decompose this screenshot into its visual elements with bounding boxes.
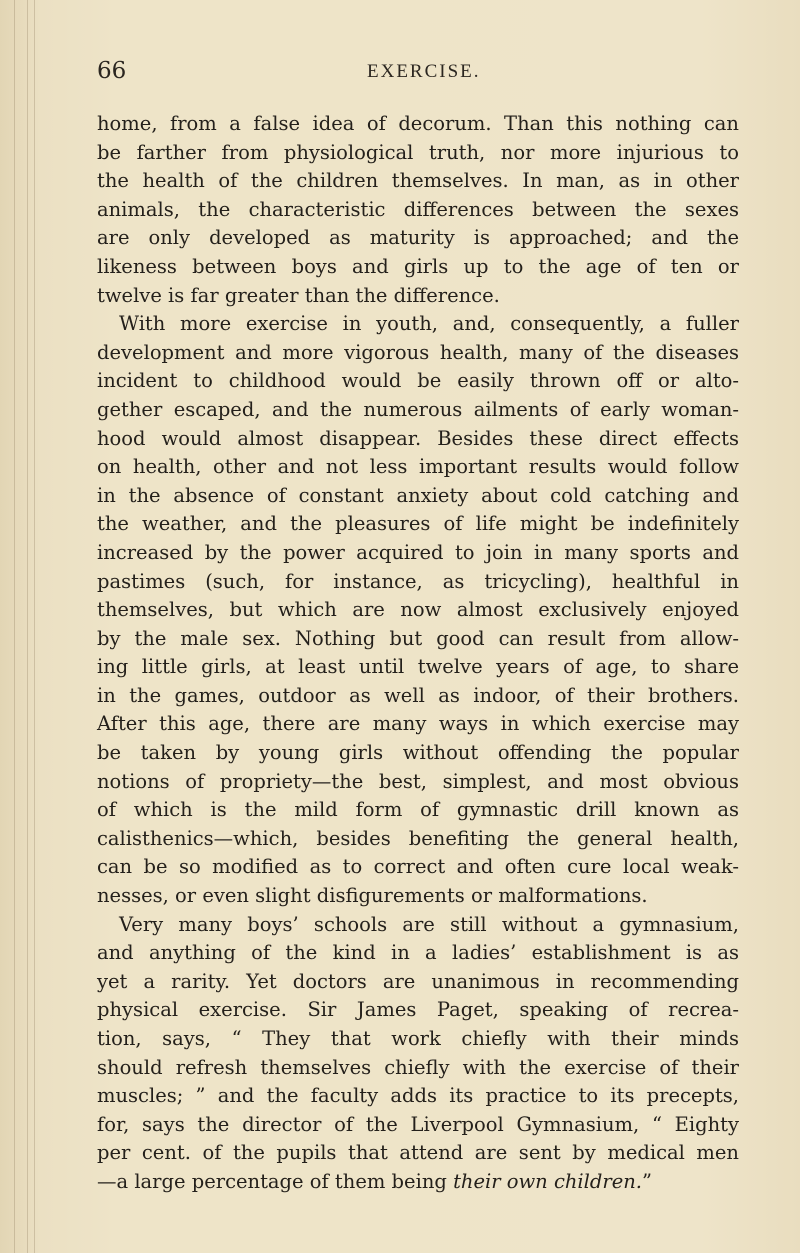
text-line: be farther from physiological truth, nor more injurious to	[97, 140, 739, 164]
text-line: and anything of the kind in a ladies’ establishment is as	[97, 941, 739, 965]
text-line: incident to childhood would be easily thrown off or alto-	[97, 369, 739, 393]
text-line: themselves, but which are now almost exclusively enjoyed	[97, 598, 739, 622]
text-line: hood would almost disappear. Besides these direct effects	[97, 426, 739, 450]
text-line: muscles; ” and the faculty adds its practice to its precepts,	[97, 1084, 739, 1108]
text-line: gether escaped, and the numerous ailments of early woman-	[97, 397, 739, 421]
gutter-shadow-line	[34, 0, 35, 1253]
text-line: should refresh themselves chiefly with the exercise of their	[97, 1055, 739, 1079]
text-line: development and more vigorous health, many of the diseases	[97, 340, 739, 364]
italic-phrase: their own children.	[453, 1169, 642, 1193]
body-text	[97, 110, 739, 1197]
text-line: be taken by young girls without offending the popular	[97, 741, 739, 765]
text-line: the health of the children themselves. In man, as in other	[97, 169, 739, 193]
text-line: With more exercise in youth, and, consequently, a fuller	[119, 312, 739, 336]
text-line: ing little girls, at least until twelve years of age, to share	[97, 655, 739, 679]
text-line: are only developed as maturity is approached; and the	[97, 226, 739, 250]
text-line: can be so modified as to correct and often cure local weak-	[97, 855, 739, 879]
text-line: the weather, and the pleasures of life might be indefinitely	[97, 512, 739, 536]
text-line: home, from a false idea of decorum. Than this nothing can	[97, 112, 739, 135]
text-line: notions of propriety—the best, simplest, and most obvious	[97, 769, 739, 793]
page-header	[97, 58, 737, 94]
text-line: After this age, there are many ways in which exercise may	[97, 712, 739, 736]
text-line: for, says the director of the Liverpool Gymnasium, “ Eighty	[97, 1112, 739, 1136]
text-line: in the games, outdoor as well as indoor, of their brothers.	[97, 683, 739, 707]
text-line: per cent. of the pupils that attend are sent by medical men	[97, 1141, 739, 1165]
text-line: twelve is far greater than the difference.	[97, 283, 500, 307]
text-line: animals, the characteristic differences between the sexes	[97, 197, 739, 221]
text-line: yet a rarity. Yet doctors are unanimous in recommending	[97, 969, 739, 993]
text-line: likeness between boys and girls up to the age of ten or	[97, 254, 739, 278]
closing-quote: ”	[642, 1169, 652, 1193]
text-line: on health, other and not less important results would follow	[97, 455, 739, 479]
running-title: EXERCISE.	[367, 61, 481, 82]
text-line: nesses, or even slight disfigurements or malformations.	[97, 884, 648, 908]
gutter-shadow-line	[14, 0, 15, 1253]
text-line: pastimes (such, for instance, as tricycling), healthful in	[97, 569, 739, 593]
text-line: in the absence of constant anxiety about cold catching and	[97, 483, 739, 507]
text-line: Very many boys’ schools are still without a gymnasium,	[119, 912, 739, 936]
text-line: of which is the mild form of gymnastic drill known as	[97, 798, 739, 822]
text-line: physical exercise. Sir James Paget, speaking of recrea-	[97, 998, 739, 1022]
text-fragment: —a large percentage of them being	[97, 1169, 447, 1193]
text-line: tion, says, “ They that work chiefly with their minds	[97, 1027, 739, 1050]
text-line: increased by the power acquired to join in many sports and	[97, 540, 739, 564]
page-number: 66	[97, 58, 127, 84]
text-line: by the male sex. Nothing but good can result from allow-	[97, 626, 739, 650]
text-line: calisthenics—which, besides benefiting the general health,	[97, 826, 739, 850]
text-line-final	[97, 1168, 739, 1197]
gutter-shadow-line	[27, 0, 28, 1253]
